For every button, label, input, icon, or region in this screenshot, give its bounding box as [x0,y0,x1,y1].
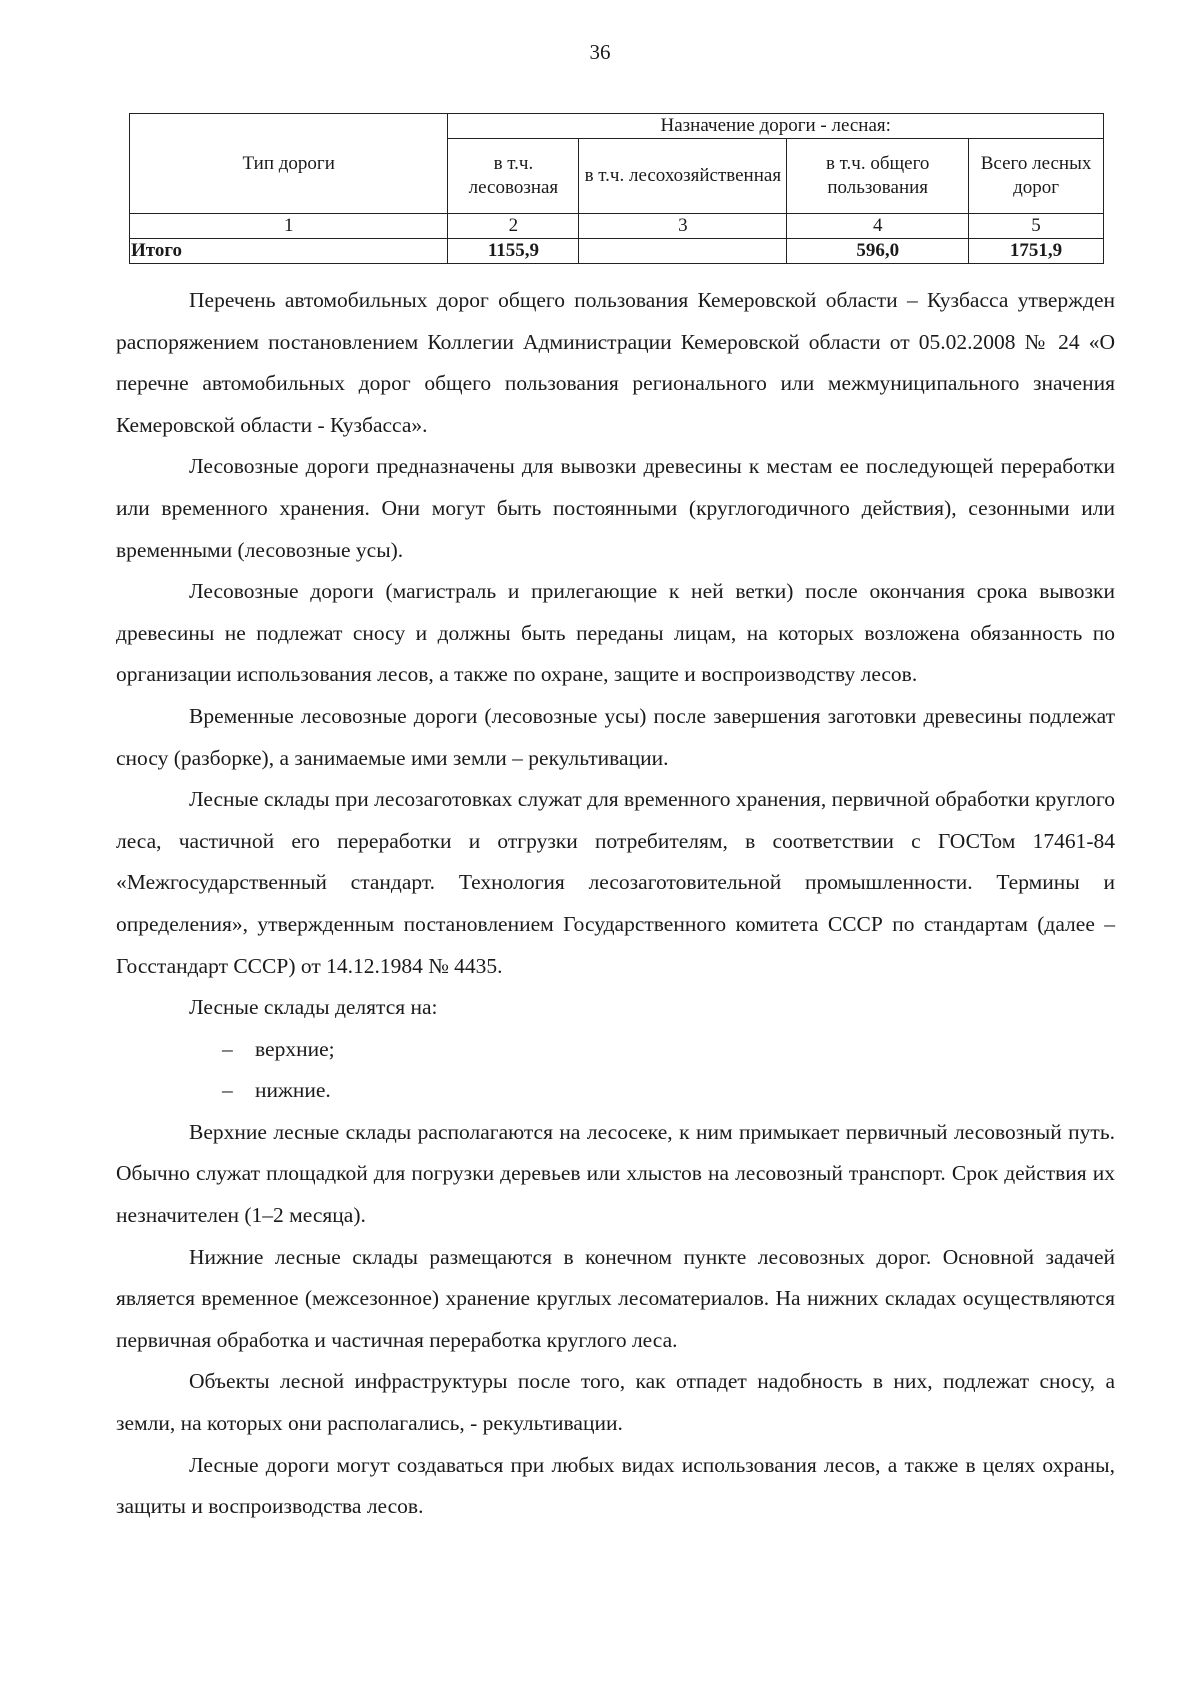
total-public-value: 596,0 [787,239,969,264]
paragraph: Временные лесовозные дороги (лесовозные усы) после завершения заготовки древесины подлежат сносу (разборке), а занимаемые ими земли – рекультивации. [116,703,1115,770]
total-label: Итого [130,239,448,264]
paragraph: Лесные склады делятся на: [189,995,438,1020]
road-purpose-header: Назначение дороги - лесная: [448,114,1104,139]
road-type-header: Тип дороги [130,114,448,214]
roads-table [129,113,1104,264]
paragraph: Перечень автомобильных дорог общего пользования Кемеровской области – Кузбасса утвержден распоряжением постановлением Коллегии Администрации Кемеровской области от 05.02.2008 № 24 «О перечне автомобильных дорог общего пользования регионального или межмуниципального значения Кемеровской области - Кузбасса». [116,288,1115,437]
list-dash: – [222,1036,233,1061]
total-forestry-value [579,239,787,264]
paragraph: Нижние лесные склады размещаются в конечном пункте лесовозных дорог. Основной задачей является временное (межсезонное) хранение круглых лесоматериалов. На нижних складах осуществляются первичная обработка и частичная переработка круглого леса. [116,1244,1115,1352]
table-header-row [130,114,1104,139]
column-number: 2 [448,214,579,239]
paragraph: Верхние лесные склады располагаются на лесосеке, к ним примыкает первичный лесовозный путь. Обычно служат площадкой для погрузки деревьев или хлыстов на лесовозный транспорт. Срок действия их незначителен (1–2 месяца). [116,1119,1115,1228]
warehouse-types-list [116,1029,1115,1112]
total-all-value: 1751,9 [969,239,1104,264]
paragraph: Лесовозные дороги предназначены для вывозки древесины к местам ее последующей переработки или временного хранения. Они могут быть постоянными (круглогодичного действия), сезонными или временными (лесовозные усы). [116,454,1115,562]
list-item-text: верхние; [255,1036,335,1061]
subheader-logging: в т.ч. лесовозная [448,139,579,214]
paragraph: Лесные склады при лесозаготовках служат для временного хранения, первичной обработки круглого леса, частичной его переработки и отгрузки потребителям, в соответствии с ГОСТом 17461-84 «Межгосударственный стандарт. Технология лесозаготовительной промышленности. Термины и определения», утвержденным постановлением Государственного комитета СССР по стандартам (далее – Госстандарт СССР) от 14.12.1984 № 4435. [116,787,1115,978]
body-text [116,280,1115,1528]
subheader-forestry: в т.ч. лесохозяйственная [579,139,787,214]
page-number: 36 [589,40,611,64]
list-item [116,1029,1115,1071]
paragraph: Лесные дороги могут создаваться при любых видах использования лесов, а также в целях охраны, защиты и воспроизводства лесов. [116,1452,1115,1519]
total-row [130,239,1104,264]
list-dash: – [222,1078,233,1103]
total-logging-value: 1155,9 [448,239,579,264]
list-item [116,1070,1115,1112]
subheader-total: Всего лесных дорог [969,139,1104,214]
column-number: 4 [787,214,969,239]
paragraph: Объекты лесной инфраструктуры после того, как отпадет надобность в них, подлежат сносу, а земли, на которых они располагались, - рекультивации. [116,1369,1115,1436]
paragraph: Лесовозные дороги (магистраль и прилегающие к ней ветки) после окончания срока вывозки древесины не подлежат сносу и должны быть переданы лицам, на которых возложена обязанность по организации использования лесов, а также по охране, защите и воспроизводству лесов. [116,579,1115,687]
column-numbers-row [130,214,1104,239]
column-number: 1 [130,214,448,239]
column-number: 5 [969,214,1104,239]
column-number: 3 [579,214,787,239]
list-item-text: нижние. [255,1078,331,1103]
subheader-public: в т.ч. общего пользования [787,139,969,214]
